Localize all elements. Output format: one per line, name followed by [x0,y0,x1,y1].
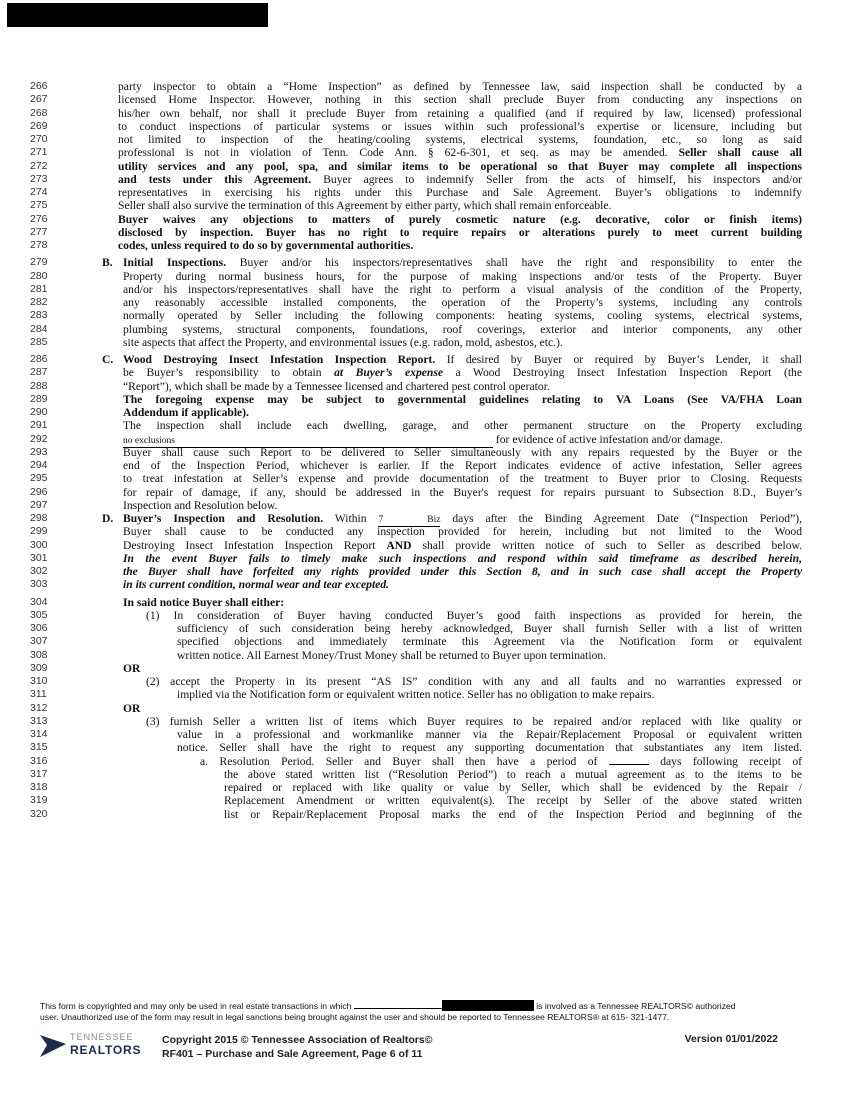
text-run: and/or his inspectors/representatives shall have the right to perform a visual analysis of the condition of the Property, [123,282,802,296]
line-number: 275 [30,199,48,212]
section-label: B. [102,256,113,270]
document-line [0,393,850,406]
realtors-arrow-icon [40,1035,66,1057]
document-line [0,808,850,821]
document-line [0,768,850,781]
text-run: implied via the Notification form or equivalent written notice. Seller has no obligation to make repairs. [177,688,655,702]
text-run: any reasonably accessible installed components, the operation of the Property’s systems, including any controls [123,296,802,309]
text-run: Initial Inspections. [123,256,226,270]
text-run: for evidence of active infestation and/or damage. [493,432,723,446]
line-text [123,366,802,379]
document-line [0,80,850,93]
section-label: D. [102,512,114,525]
text-run: “Report”), which shall be made by a Tennessee licensed and chartered pest control operator. [123,379,550,393]
text-run: days following receipt of [648,754,802,768]
document-line [0,525,850,538]
text-run: Addendum if applicable). [123,406,249,419]
line-text [123,406,802,419]
document-line [0,133,850,146]
line-number: 280 [30,269,48,282]
document-line [0,578,850,591]
line-number: 268 [30,106,48,119]
document-line [0,662,850,675]
text-run: (3) furnish Seller a written list of items which Buyer requires to be repaired and/or replaced with like quality or [146,714,802,728]
document-line [0,366,850,379]
line-text [177,622,802,635]
line-number: 284 [30,322,48,335]
line-text [123,539,802,552]
document-line [0,419,850,432]
text-run: plumbing systems, structural components, foundations, roof coverings, exterior and interior components, any other [123,322,802,336]
line-number: 303 [30,578,48,591]
text-run: specified objections and immediately terminate this Agreement via the Notification form or equivalent [177,635,802,649]
document-line [0,552,850,565]
line-text [123,486,802,499]
line-number: 295 [30,472,48,485]
text-run: OR [123,661,141,675]
line-number: 308 [30,648,48,661]
line-number: 293 [30,445,48,458]
form-title: RF401 – Purchase and Sale Agreement, Page 6 of 11 [162,1048,423,1060]
document-line [0,283,850,296]
line-number: 266 [30,80,48,92]
line-number: 267 [30,93,48,106]
line-text [123,499,802,512]
text-run: to treat infestation at Seller’s expense and provide documentation of the treatment to Buyer prior to Closing. Requests [123,472,802,486]
document-line [0,649,850,662]
text-run: AND [386,538,412,552]
document-line [0,296,850,309]
text-run: a. Resolution Period. Seller and Buyer shall then have a period of [200,754,609,768]
line-text [123,283,802,296]
text-run: and tests under this Agreement. [118,172,312,186]
line-number: 297 [30,498,48,511]
line-number: 309 [30,661,48,674]
section-label: C. [102,353,114,366]
text-run: his/her own behalf, nor shall it preclude Buyer from retaining a qualified (and if required by law, licensed) professional [118,106,802,120]
text-run: days after the Binding Agreement Date (“Inspection Period”), [440,512,802,525]
text-run: written notice. All Earnest Money/Trust Money shall be returned to Buyer upon termination. [177,648,607,662]
document-line [0,146,850,159]
line-text [224,781,802,794]
line-text [118,226,802,239]
text-run: party inspector to obtain a “Home Inspection” as defined by Tennessee law, said inspection shall be conducted by a [118,80,802,93]
line-number: 320 [30,807,48,820]
line-number: 287 [30,366,48,379]
line-number: 270 [30,133,48,145]
document-line [0,486,850,499]
text-run: sufficiency of such consideration being hereby acknowledged, Buyer shall furnish Seller with a list of written [177,622,802,635]
text-run: Property during normal business hours, for the purpose of making inspections and/or tests of the Property. Buyer [123,269,802,283]
line-text [123,353,802,366]
text-run: Buyer shall cause such Report to be delivered to Seller simultaneously with any repairs requested by the Buyer or the [123,445,802,459]
text-run: value in a professional and workmanlike manner via the Repair/Replacement Proposal or equivalent written [177,728,802,741]
line-number: 286 [30,353,48,365]
document-line [0,596,850,609]
logo-text-tennessee: TENNESSEE [70,1032,134,1042]
text-run: site aspects that affect the Property, and environmental issues (e.g. radon, mold, asbestos, etc.). [123,335,563,349]
line-number: 301 [30,551,48,564]
text-run: utility services and any pool, spa, and similar items to be operational so that Buyer may complete all inspections [118,159,802,173]
text-run: The inspection shall include each dwelling, garage, and other permanent structure on the Property excluding [123,419,802,433]
text-run: Seller shall cause all [678,146,802,160]
line-number: 290 [30,406,48,418]
document-line [0,565,850,578]
line-text [123,419,802,432]
document-line [0,539,850,552]
text-run: Destroying Insect Infestation Inspection Report [123,538,387,552]
text-run: professional is not in violation of Tenn. Code Ann. § 62-6-301, et seq. as may be amended. [118,146,679,160]
text-run: in its current condition, normal wear and tear excepted. [123,578,390,592]
document-line [0,380,850,393]
copyright-line: Copyright 2015 © Tennessee Association of Realtors© [162,1034,433,1046]
text-run: Within [323,512,379,525]
line-text [123,380,802,393]
line-text [177,728,802,741]
text-run: Buyer agrees to indemnify Seller from the acts of himself, his inspectors and/or [311,172,802,186]
line-text [118,146,802,159]
line-text [123,472,802,485]
line-number: 294 [30,459,48,471]
text-run: Seller shall also survive the termination of this Agreement by either party, which shall remain enforceable. [118,199,612,213]
line-text [118,160,802,173]
line-number: 315 [30,741,48,754]
line-number: 273 [30,172,48,185]
line-number: 317 [30,767,48,780]
line-number: 314 [30,728,48,740]
document-line [0,309,850,322]
line-text [123,309,802,322]
document-line [0,702,850,715]
line-number: 274 [30,186,48,198]
text-run: (1) In consideration of Buyer having conducted Buyer’s good faith inspections as provided for herein, the [146,608,802,622]
logo-text-realtors: REALTORS [70,1043,142,1057]
document-line [0,741,850,754]
line-number: 318 [30,781,48,793]
text-run: Buyer and/or his inspectors/representatives shall have the right and responsibility to enter the [225,256,802,270]
form-fill-field: 7 Biz [378,515,441,525]
document-line [0,499,850,512]
line-text [118,120,802,133]
text-run: Inspection and Resolution below. [123,498,278,512]
form-version: Version 01/01/2022 [684,1033,778,1045]
document-line [0,186,850,199]
redaction-bar-top [7,3,268,27]
document-line [0,213,850,226]
licensee-blank [354,1000,442,1009]
document-line [0,472,850,485]
copyright-notice-line-2: user. Unauthorized use of the form may result in legal sanctions being brought against the user and should be reported to Tennessee REALTORS® at 615- 321-1477. [40,1012,670,1022]
text-run: codes, unless required to do so by governmental authorities. [118,239,414,252]
line-number: 313 [30,714,48,727]
document-line [0,406,850,419]
line-text [123,525,802,538]
document-line [0,459,850,472]
document-line [0,433,850,446]
document-line [0,609,850,622]
line-text [123,323,802,336]
document-line [0,336,850,349]
line-text [177,649,802,662]
text-run: be Buyer’s responsibility to obtain [123,366,335,380]
line-text [118,239,802,252]
line-number: 312 [30,701,48,714]
line-text [118,133,802,146]
form-fill-field: no exclusions [123,436,493,448]
line-text [118,107,802,120]
line-number: 307 [30,635,48,648]
line-number: 283 [30,309,48,322]
document-line [0,323,850,336]
document-line [0,353,850,366]
line-text [224,794,802,807]
text-run: to conduct inspections of particular systems or issues within such professional’s expertise or licensure, including but [118,119,802,133]
document-line [0,120,850,133]
line-number: 269 [30,119,48,132]
line-number: 316 [30,754,48,767]
text-run: disclosed by inspection. Buyer has no right to require repairs or alterations purely to meet current building [118,225,802,239]
line-text [123,662,802,675]
text-run: not limited to inspection of the heating/cooling systems, electrical systems, foundation, etc., so long as said [118,133,802,146]
line-number: 271 [30,146,48,159]
text-run: normally operated by Seller including the following components: heating systems, cooling systems, electrical systems, [123,309,802,323]
line-text [123,446,802,459]
line-number: 272 [30,159,48,172]
line-text [123,393,802,406]
text-run: notice. Seller shall have the right to request any supporting documentation that substantiates any item listed. [177,741,802,755]
line-text [177,635,802,648]
line-text [118,80,802,93]
document-line [0,794,850,807]
line-text [123,596,802,609]
line-number: 291 [30,419,48,432]
line-number: 292 [30,432,48,445]
document-line [0,173,850,186]
line-number: 306 [30,622,48,634]
line-number: 288 [30,379,48,392]
text-run: In said notice Buyer shall either: [123,595,285,609]
document-line [0,715,850,728]
document-line [0,226,850,239]
line-text [224,808,802,821]
text-run: shall provide written notice of such to Seller as described below. [411,538,802,552]
text-run: list or Repair/Replacement Proposal marks the end of the Inspection Period and beginning of the [224,807,802,821]
document-line [0,635,850,648]
line-number: 289 [30,392,48,405]
line-text [123,565,802,578]
line-number: 319 [30,794,48,807]
line-number: 277 [30,225,48,238]
notice-text-a: This form is copyrighted and may only be used in real estate transactions in which [40,1001,352,1011]
line-text [123,296,802,309]
text-run: The foregoing expense may be subject to governmental guidelines relating to VA Loans (See VA/FHA Loan [123,392,802,406]
line-number: 299 [30,525,48,538]
line-text [177,741,802,754]
form-fill-field [609,764,649,765]
line-text [118,199,802,212]
line-text [118,173,802,186]
line-number: 282 [30,296,48,308]
redaction-bar-footer [442,1000,534,1011]
text-run: Buyer shall cause to be conducted any inspection provided for herein, including but not limited to the Wood [123,525,802,539]
copyright-notice-line-1 [40,1000,810,1012]
line-number: 278 [30,239,48,251]
document-line [0,107,850,120]
line-text [123,336,802,349]
line-text [123,459,802,472]
document-line [0,728,850,741]
line-text [224,768,802,781]
text-run: Wood Destroying Insect Infestation Inspection Report. [123,353,436,366]
line-text [123,578,802,591]
document-line [0,755,850,768]
line-number: 298 [30,512,48,524]
text-run: representatives in exercising his rights under this Purchase and Sale Agreement. Buyer’s obligations to indemnify [118,186,802,199]
document-line [0,199,850,212]
document-line [0,93,850,106]
text-run: Buyer’s Inspection and Resolution. [123,512,324,525]
line-text [123,702,802,715]
document-line [0,675,850,688]
document-line [0,256,850,269]
text-run: end of the Inspection Period, whichever is earlier. If the Report indicates evidence of active infestation, Seller agrees [123,459,802,472]
text-run: OR [123,701,141,715]
tennessee-realtors-logo [40,1031,142,1063]
document-line [0,239,850,252]
text-run: a Wood Destroying Insect Infestation Inspection Report (the [443,366,802,380]
line-text [177,688,802,701]
line-text [123,552,802,565]
text-run: for repair of damage, if any, should be addressed in the Buyer's request for repairs pursuant to Subsection 8.D., Buyer’s [123,485,802,499]
text-run: repaired or replaced with like quality or value by Seller, which shall be evidenced by the Repair / [224,781,802,794]
line-text [146,609,802,622]
line-text [123,256,802,269]
line-text [146,715,802,728]
line-text [146,675,802,688]
line-number: 279 [30,256,48,269]
line-number: 305 [30,608,48,621]
line-number: 302 [30,565,48,577]
text-run: the Buyer shall have forfeited any rights provided under this Section 8, and in such case shall accept the Property [123,565,802,578]
text-run: Replacement Amendment or written equivalent(s). The receipt by Seller of the above stated written [224,794,802,808]
document-line [0,622,850,635]
document-line [0,781,850,794]
document-line [0,446,850,459]
page-footer [40,1000,810,1065]
line-number: 311 [30,688,47,701]
line-text [118,93,802,106]
line-number: 285 [30,335,48,348]
line-text [118,186,802,199]
line-text [118,213,802,226]
document-line [0,688,850,701]
document-body [0,80,850,821]
line-number: 296 [30,485,48,498]
text-run: (2) accept the Property in its present “AS IS” condition with any and all faults and no warranties expressed or [146,675,802,688]
text-run: Buyer waives any objections to matters of purely cosmetic nature (e.g. decorative, color or finish items) [118,212,802,226]
document-line [0,270,850,283]
text-run: In the event Buyer fails to timely make such inspections and respond within said timeframe as described herein, [123,551,802,565]
text-run: the above stated written list (“Resolution Period”) to reach a mutual agreement as to the items to be [224,767,802,781]
document-line [0,160,850,173]
line-number: 310 [30,675,48,687]
line-number: 304 [30,595,48,608]
line-number: 281 [30,282,48,295]
document-line [0,512,850,525]
notice-text-b: is involved as a Tennessee REALTORS© authorized [536,1001,736,1011]
line-number: 276 [30,212,48,225]
text-run: If desired by Buyer or required by Buyer’s Lender, it shall [435,353,802,366]
line-number: 300 [30,538,48,551]
line-text [123,270,802,283]
text-run: licensed Home Inspector. However, nothing in this section shall preclude Buyer from conducting any inspections on [118,93,802,107]
line-text [200,755,802,768]
text-run: at Buyer’s expense [334,366,443,380]
